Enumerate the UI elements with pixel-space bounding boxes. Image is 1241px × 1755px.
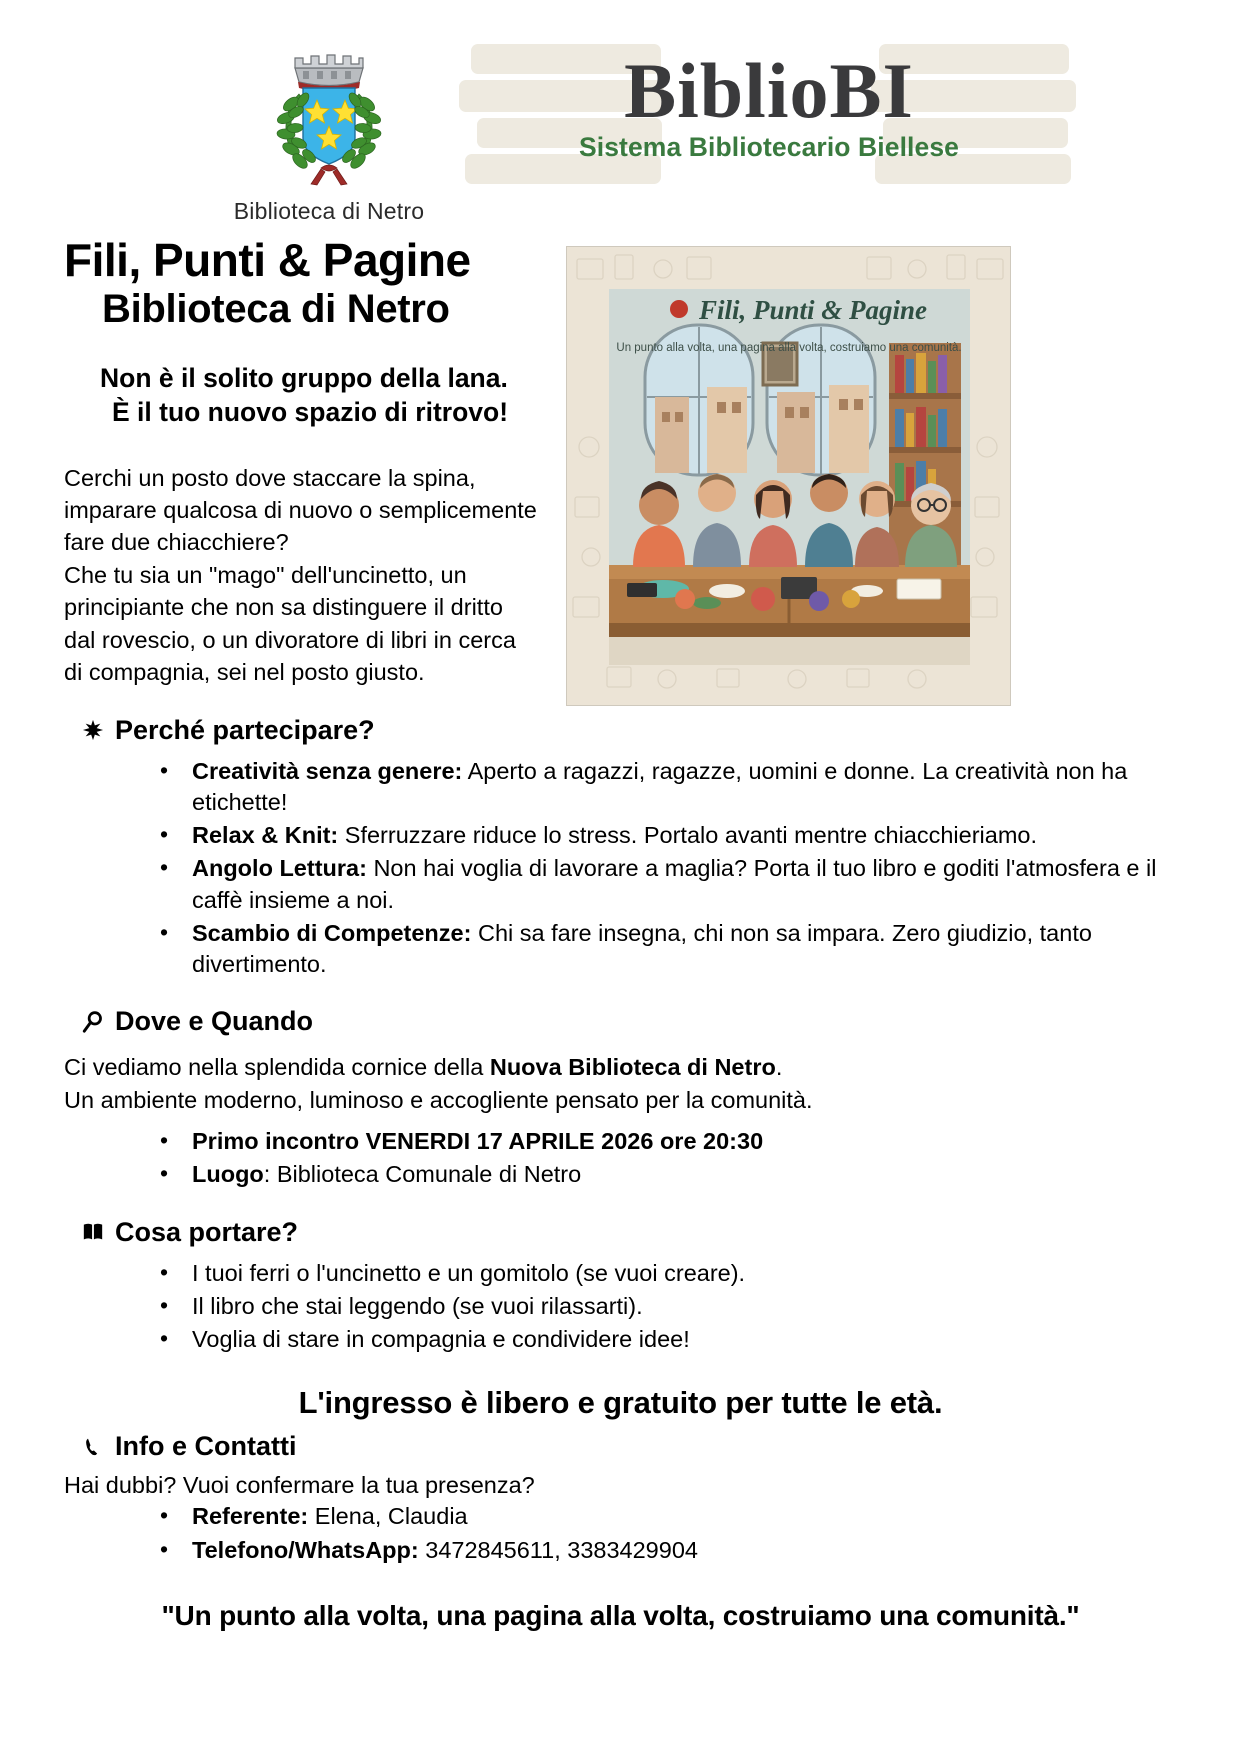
section-heading-bring xyxy=(80,1217,1177,1248)
item-lead: Angolo Lettura: xyxy=(192,855,367,882)
sparkle-icon xyxy=(80,716,106,744)
list-item xyxy=(160,853,1177,916)
section-heading-bring-label: Cosa portare? xyxy=(115,1216,299,1247)
section-heading-why-label: Perché partecipare? xyxy=(115,714,375,745)
list-item xyxy=(160,1291,1177,1322)
item-text: Il libro che stai leggendo (se vuoi rilassarti). xyxy=(192,1292,643,1319)
item-text: Voglia di stare in compagnia e condividere idee! xyxy=(192,1326,690,1353)
section-heading-contacts xyxy=(80,1431,1177,1462)
list-item xyxy=(160,1501,1177,1532)
list-item xyxy=(160,1258,1177,1289)
list-item xyxy=(160,1126,1177,1157)
item-lead: Luogo xyxy=(192,1161,264,1188)
section-heading-why xyxy=(80,715,1177,746)
intro-p2: Che tu sia un "mago" dell'uncinetto, un principiante che non sa distinguere il dritto dal rovescio, o un divoratore di libri in cerca di compagnia, sei nel posto giusto. xyxy=(64,561,516,686)
where-post: . xyxy=(775,1054,783,1081)
bring-list xyxy=(64,1258,1177,1356)
location-pin-icon xyxy=(80,1008,106,1036)
title-main: Fili, Punti & Pagine xyxy=(64,234,471,286)
item-text: I tuoi ferri o l'uncinetto e un gomitolo (se vuoi creare). xyxy=(192,1259,746,1286)
crest-label: Biblioteca di Netro xyxy=(233,198,425,224)
bibliobi-title: BiblioBI xyxy=(624,47,914,134)
item-lead: Primo incontro VENERDI 17 APRILE 2026 ore 20:30 xyxy=(192,1128,764,1155)
item-text: Sferruzzare riduce lo stress. Portalo avanti mentre chiacchieriamo. xyxy=(338,822,1038,849)
where-paragraph xyxy=(64,1051,1177,1116)
tagline-line-2: È il tuo nuovo spazio di ritrovo! xyxy=(112,397,509,428)
where-line2: Un ambiente moderno, luminoso e accogliente pensato per la comunità. xyxy=(64,1086,813,1113)
contacts-list xyxy=(64,1501,1177,1566)
list-item xyxy=(160,1324,1177,1355)
item-text: 3472845611, 3383429904 xyxy=(418,1536,698,1563)
item-text: Elena, Claudia xyxy=(308,1503,468,1530)
where-bold: Nuova Biblioteca di Netro xyxy=(489,1054,776,1081)
open-book-icon xyxy=(80,1218,106,1246)
bibliobi-logo xyxy=(459,30,1079,205)
section-heading-where-label: Dove e Quando xyxy=(115,1006,314,1037)
netro-coat-of-arms-icon xyxy=(259,42,399,192)
section-heading-where xyxy=(80,1006,1177,1037)
item-lead: Telefono/WhatsApp: xyxy=(192,1536,419,1563)
closing-quote: "Un punto alla volta, una pagina alla volta, costruiamo una comunità." xyxy=(161,1599,1080,1631)
item-text: Chi sa fare insegna, chi non sa impara. Zero giudizio, tanto divertimento. xyxy=(192,919,1092,978)
netro-library-logo xyxy=(184,42,474,225)
phone-icon xyxy=(80,1433,106,1461)
where-list xyxy=(64,1126,1177,1191)
list-item xyxy=(160,820,1177,851)
item-lead: Relax & Knit: xyxy=(192,822,339,849)
list-item xyxy=(160,756,1177,819)
contacts-question: Hai dubbi? Vuoi confermare la tua presenza? xyxy=(64,1472,535,1499)
title-sub: Biblioteca di Netro xyxy=(102,286,450,331)
item-text: Aperto a ragazzi, ragazze, uomini e donne. La creatività non ha etichette! xyxy=(192,757,1128,815)
intro-paragraph xyxy=(64,462,539,689)
svg-text:Un punto alla volta, una pagin: Un punto alla volta, una pagina alla volta, costruiamo una comunità. xyxy=(616,342,962,354)
list-item xyxy=(160,1535,1177,1566)
where-pre: Ci vediamo nella splendida cornice della xyxy=(64,1054,490,1081)
item-lead: Scambio di Competenze: xyxy=(192,919,472,946)
item-lead: Creatività senza genere: xyxy=(192,757,463,784)
knitting-group-illustration xyxy=(566,246,1011,706)
intro-p1: Cerchi un posto dove staccare la spina, imparare qualcosa di nuovo o semplicemente fare due chiacchiere? xyxy=(64,464,537,556)
bibliobi-subtitle: Sistema Bibliotecario Biellese xyxy=(578,132,960,162)
section-heading-contacts-label: Info e Contatti xyxy=(115,1431,297,1462)
item-lead: Referente: xyxy=(192,1503,309,1530)
list-item xyxy=(160,1159,1177,1190)
item-text: : Biblioteca Comunale di Netro xyxy=(263,1161,582,1188)
svg-text:Fili, Punti & Pagine: Fili, Punti & Pagine xyxy=(699,295,928,325)
item-text: Non hai voglia di lavorare a maglia? Porta il tuo libro e goditi l'atmosfera e il caffè insieme a noi. xyxy=(192,855,1157,913)
header xyxy=(64,0,1177,230)
list-item xyxy=(160,918,1177,981)
why-list xyxy=(64,756,1177,981)
tagline-line-1: Non è il solito gruppo della lana. xyxy=(100,362,508,393)
free-entry-banner: L'ingresso è libero e gratuito per tutte le età. xyxy=(298,1385,943,1421)
